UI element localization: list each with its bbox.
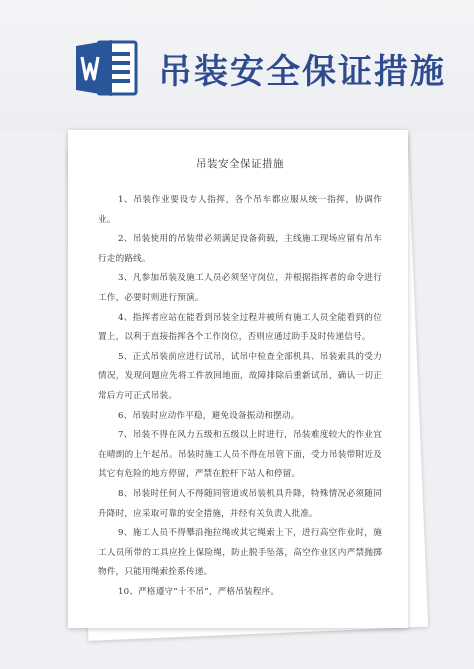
paragraph-3: 3、凡参加吊装及施工人员必须坚守岗位，并根据指挥者的命令进行工作，必要时则进行预演。 bbox=[98, 273, 382, 303]
paragraph-2: 2、吊装使用的吊装带必须满足设备荷载，主线施工现场应留有吊车行走的路线。 bbox=[98, 234, 382, 264]
paragraph-9: 9、施工人员不得攀沿拖拉绳或其它绳索上下，进行高空作业时，施工人员所带的工具应拴上保险绳，防止脱手坠落，高空作业区内严禁抛掷物件，只能用绳索拴系传递。 bbox=[98, 528, 382, 578]
document-page bbox=[68, 130, 408, 628]
paragraph-5: 5、正式吊装前应进行试吊，试吊中检查全部机具、吊装索具的受力情况，发现问题应先将工件放回地面，故障排除后重新试吊，确认一切正常后方可正式吊装。 bbox=[98, 351, 382, 401]
paragraph-10: 10、严格遵守“十不吊”，严格吊装程序。 bbox=[118, 586, 280, 597]
paragraph-1: 1、吊装作业要设专人指挥，各个吊车都应服从统一指挥，协调作业。 bbox=[98, 195, 382, 225]
paragraph-6: 6、吊装时应动作平稳，避免设备振动和摆动。 bbox=[118, 410, 300, 421]
paragraph-7: 7、吊装不得在风力五级和五级以上时进行，吊装难度较大的作业宜在晴朗的上午起吊。吊装时施工人员不得在吊管下面，受力吊装带附近及其它有危险的地方停留，严禁在腔杆下站人和停留。 bbox=[98, 430, 382, 480]
banner-title: 吊装安全保证措施 bbox=[158, 52, 446, 92]
document-title: 吊装安全保证措施 bbox=[196, 158, 284, 170]
word-icon bbox=[76, 38, 138, 98]
paragraph-4: 4、指挥者应站在能看到吊装全过程并被所有施工人员全能看到的位置上，以利于直接指挥各个工作岗位，否则应通过助手及时传递信号。 bbox=[98, 312, 382, 343]
paragraph-8: 8、吊装时任何人不得随同管道或吊装机具升降，特殊情况必须随同升降时，应采取可靠的安全措施，并经有关负责人批准。 bbox=[98, 488, 382, 519]
banner bbox=[0, 0, 474, 132]
